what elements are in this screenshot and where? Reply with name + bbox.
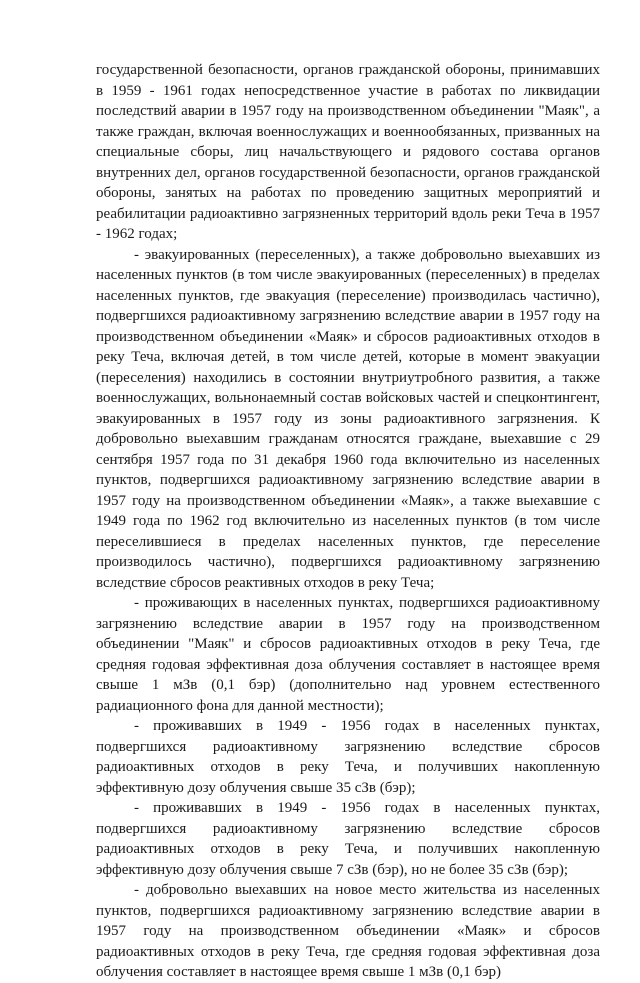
paragraph-voluntarily-left: - добровольно выехавших на новое место жительства из населенных пунктов, подвергшихся радиоактивному загрязнению вследствие аварии в 1957 году на производственном объединении «Маяк» и сбросов радиоактивных отходов в реку Теча, где средняя годовая эффективная доза облучения составляет в настоящее время свыше 1 мЗв (0,1 бэр)	[96, 882, 600, 980]
document-page	[96, 60, 600, 983]
paragraph-resided-over-35: - проживавших в 1949 - 1956 годах в населенных пунктах, подвергшихся радиоактивному загрязнению вследствие сбросов радиоактивных отходов в реку Теча, и получивших накопленную эффективную дозу облучения свыше 35 сЗв (бэр);	[96, 718, 600, 796]
paragraph-continuation: государственной безопасности, органов гражданской обороны, принимавших в 1959 - 1961 годах непосредственное участие в работах по ликвидации последствий аварии в 1957 году на производственном объединении "Маяк", а также граждан, включая военнослужащих и военнообязанных, призванных на специальные сборы, лиц начальствующего и рядового состава органов внутренних дел, органов государственной безопасности, органов гражданской обороны, занятых на работах по проведению защитных мероприятий и реабилитации радиоактивно загрязненных территорий вдоль реки Теча в 1957 - 1962 годах;	[96, 62, 600, 242]
paragraph-resided-7-to-35: - проживавших в 1949 - 1956 годах в населенных пунктах, подвергшихся радиоактивному загрязнению вследствие сбросов радиоактивных отходов в реку Теча, и получивших накопленную эффективную дозу облучения свыше 7 сЗв (бэр), но не более 35 сЗв (бэр);	[96, 800, 600, 878]
paragraph-evacuated: - эвакуированных (переселенных), а также добровольно выехавших из населенных пунктов (в том числе эвакуированных (переселенных) в пределах населенных пунктов, где эвакуация (переселение) производилась частично), подвергшихся радиоактивному загрязнению вследствие аварии в 1957 году на производственном объединении «Маяк» и сбросов радиоактивных отходов в реку Теча, включая детей, в том числе детей, которые в момент эвакуации (переселения) находились в состоянии внутриутробного развития, а также военнослужащих, вольнонаемный состав войсковых частей и спецконтингент, эвакуированных в 1957 году из зоны радиоактивного загрязнения. К добровольно выехавшим гражданам относятся граждане, выехавшие с 29 сентября 1957 года по 31 декабря 1960 года включительно из населенных пунктов, подвергшихся радиоактивному загрязнению вследствие аварии в 1957 году на производственном объединении «Маяк», а также выехавшие с 1949 года по 1962 год включительно из населенных пунктов (в том числе переселившиеся в пределах населенных пунктов, где переселение производилось частично), подвергшихся радиоактивному загрязнению вследствие сбросов реактивных отходов в реку Теча;	[96, 246, 600, 591]
paragraph-residing: - проживающих в населенных пунктах, подвергшихся радиоактивному загрязнению вследствие аварии в 1957 году на производственном объединении "Маяк" и сбросов радиоактивных отходов в реку Теча, где средняя годовая эффективная доза облучения составляет в настоящее время свыше 1 мЗв (0,1 бэр) (дополнительно над уровнем естественного радиационного фона для данной местности);	[96, 595, 600, 714]
